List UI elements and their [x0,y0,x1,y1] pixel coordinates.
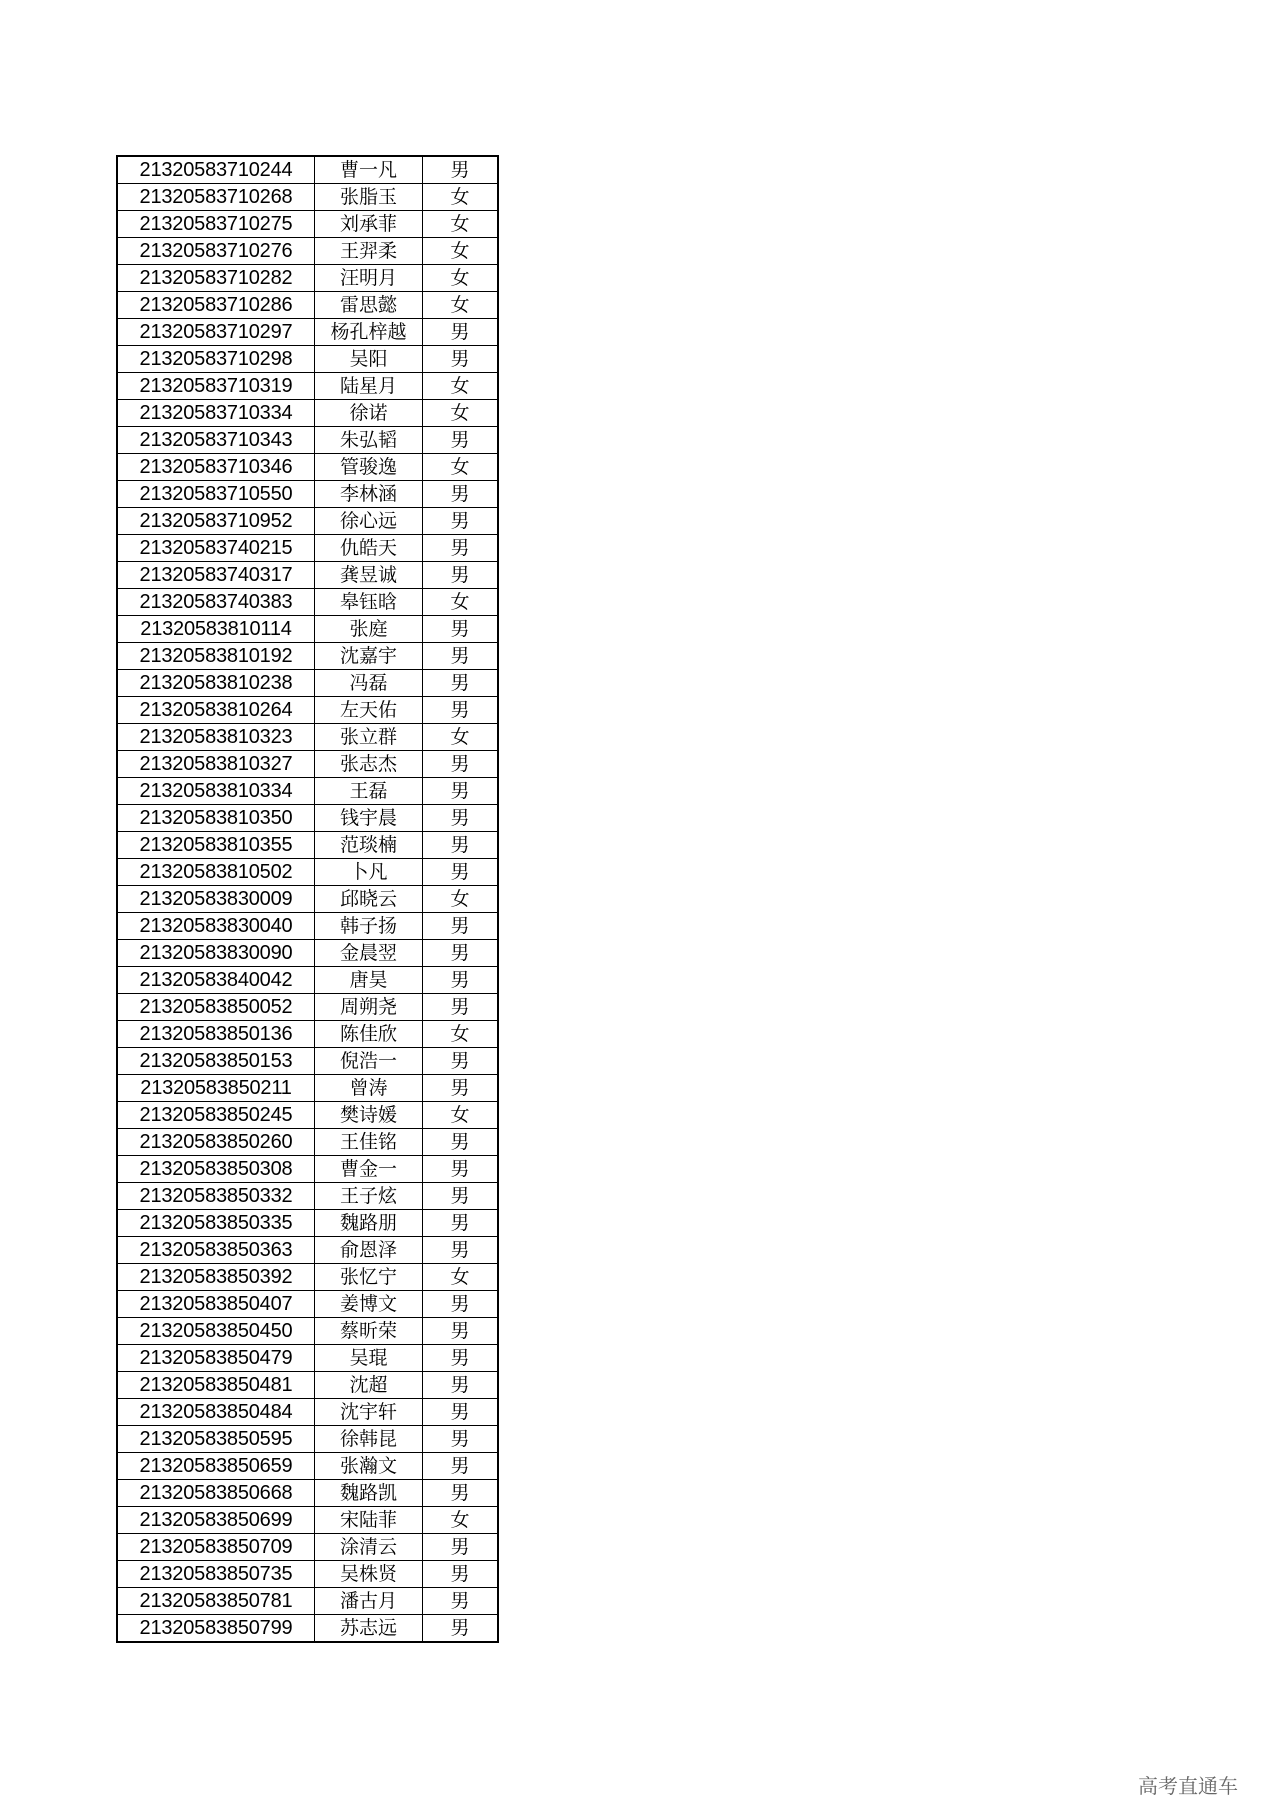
table-row [117,1102,498,1129]
exam-number-cell: 21320583810238 [117,670,315,697]
gender-cell: 男 [423,805,499,832]
exam-number-cell: 21320583810502 [117,859,315,886]
exam-number-cell: 21320583710244 [117,156,315,184]
student-name-cell: 倪浩一 [315,1048,423,1075]
exam-number-cell: 21320583710276 [117,238,315,265]
exam-number-cell: 21320583850781 [117,1588,315,1615]
exam-number-cell: 21320583850735 [117,1561,315,1588]
gender-cell: 男 [423,508,499,535]
table-row [117,1372,498,1399]
student-name-cell: 魏路朋 [315,1210,423,1237]
table-row [117,1534,498,1561]
gender-cell: 男 [423,156,499,184]
exam-number-cell: 21320583810192 [117,643,315,670]
table-row [117,238,498,265]
student-name-cell: 汪明月 [315,265,423,292]
student-name-cell: 张忆宁 [315,1264,423,1291]
table-row [117,1237,498,1264]
student-name-cell: 杨孔梓越 [315,319,423,346]
gender-cell: 男 [423,1426,499,1453]
student-name-cell: 沈嘉宇 [315,643,423,670]
gender-cell: 男 [423,1345,499,1372]
table-row [117,292,498,319]
gender-cell: 男 [423,1129,499,1156]
student-name-cell: 雷思懿 [315,292,423,319]
student-name-cell: 范琰楠 [315,832,423,859]
student-name-cell: 俞恩泽 [315,1237,423,1264]
gender-cell: 女 [423,724,499,751]
student-name-cell: 李林涵 [315,481,423,508]
student-name-cell: 徐韩昆 [315,1426,423,1453]
exam-number-cell: 21320583710550 [117,481,315,508]
student-name-cell: 周朔尧 [315,994,423,1021]
exam-number-cell: 21320583810350 [117,805,315,832]
student-name-cell: 吴阳 [315,346,423,373]
table-row [117,940,498,967]
gender-cell: 男 [423,1048,499,1075]
exam-number-cell: 21320583840042 [117,967,315,994]
table-row [117,346,498,373]
student-name-cell: 王羿柔 [315,238,423,265]
exam-number-cell: 21320583830090 [117,940,315,967]
table-row [117,1021,498,1048]
student-name-cell: 金晨翌 [315,940,423,967]
student-name-cell: 刘承菲 [315,211,423,238]
table-row [117,1561,498,1588]
gender-cell: 男 [423,994,499,1021]
exam-number-cell: 21320583850332 [117,1183,315,1210]
table-row [117,697,498,724]
exam-number-cell: 21320583850484 [117,1399,315,1426]
gender-cell: 男 [423,859,499,886]
exam-number-cell: 21320583850595 [117,1426,315,1453]
student-name-cell: 沈超 [315,1372,423,1399]
gender-cell: 女 [423,238,499,265]
exam-number-cell: 21320583810114 [117,616,315,643]
table-row [117,1453,498,1480]
table-row [117,1507,498,1534]
exam-number-cell: 21320583710297 [117,319,315,346]
watermark: 高考直通车 [1138,1774,1238,1798]
table-row [117,1426,498,1453]
table-row [117,1588,498,1615]
gender-cell: 男 [423,751,499,778]
gender-cell: 男 [423,778,499,805]
student-name-cell: 樊诗媛 [315,1102,423,1129]
student-table-body [117,156,498,1642]
table-row [117,832,498,859]
table-row [117,1183,498,1210]
gender-cell: 女 [423,1102,499,1129]
gender-cell: 女 [423,886,499,913]
table-row [117,454,498,481]
student-name-cell: 仇皓天 [315,535,423,562]
gender-cell: 男 [423,940,499,967]
table-row [117,373,498,400]
gender-cell: 女 [423,265,499,292]
table-row [117,427,498,454]
table-row [117,994,498,1021]
exam-number-cell: 21320583850659 [117,1453,315,1480]
table-row [117,643,498,670]
student-name-cell: 龚昱诚 [315,562,423,589]
gender-cell: 男 [423,1615,499,1643]
exam-number-cell: 21320583850407 [117,1291,315,1318]
student-name-cell: 吴琨 [315,1345,423,1372]
table-row [117,481,498,508]
gender-cell: 男 [423,1318,499,1345]
table-row [117,616,498,643]
gender-cell: 女 [423,400,499,427]
gender-cell: 女 [423,1021,499,1048]
student-name-cell: 冯磊 [315,670,423,697]
gender-cell: 男 [423,616,499,643]
table-row [117,400,498,427]
table-row [117,211,498,238]
student-name-cell: 王子炫 [315,1183,423,1210]
gender-cell: 男 [423,967,499,994]
exam-number-cell: 21320583710952 [117,508,315,535]
gender-cell: 男 [423,1075,499,1102]
gender-cell: 男 [423,1237,499,1264]
student-name-cell: 唐昊 [315,967,423,994]
gender-cell: 男 [423,346,499,373]
table-row [117,1264,498,1291]
exam-number-cell: 21320583850363 [117,1237,315,1264]
gender-cell: 男 [423,1183,499,1210]
gender-cell: 男 [423,1156,499,1183]
gender-cell: 女 [423,373,499,400]
gender-cell: 男 [423,1291,499,1318]
table-row [117,535,498,562]
gender-cell: 男 [423,535,499,562]
exam-number-cell: 21320583850699 [117,1507,315,1534]
gender-cell: 女 [423,454,499,481]
student-name-cell: 王磊 [315,778,423,805]
exam-number-cell: 21320583810334 [117,778,315,805]
student-name-cell: 姜博文 [315,1291,423,1318]
exam-number-cell: 21320583810323 [117,724,315,751]
student-name-cell: 曹一凡 [315,156,423,184]
student-name-cell: 张庭 [315,616,423,643]
table-row [117,751,498,778]
student-name-cell: 沈宇轩 [315,1399,423,1426]
student-name-cell: 曾涛 [315,1075,423,1102]
gender-cell: 女 [423,211,499,238]
gender-cell: 男 [423,1453,499,1480]
student-name-cell: 王佳铭 [315,1129,423,1156]
exam-number-cell: 21320583710334 [117,400,315,427]
student-name-cell: 管骏逸 [315,454,423,481]
exam-number-cell: 21320583850392 [117,1264,315,1291]
gender-cell: 男 [423,1399,499,1426]
student-name-cell: 蔡昕荣 [315,1318,423,1345]
student-name-cell: 陆星月 [315,373,423,400]
exam-number-cell: 21320583810327 [117,751,315,778]
student-name-cell: 钱宇晨 [315,805,423,832]
gender-cell: 男 [423,670,499,697]
gender-cell: 男 [423,427,499,454]
exam-number-cell: 21320583850153 [117,1048,315,1075]
exam-number-cell: 21320583850479 [117,1345,315,1372]
table-row [117,967,498,994]
gender-cell: 男 [423,1588,499,1615]
gender-cell: 男 [423,913,499,940]
table-row [117,670,498,697]
gender-cell: 女 [423,1507,499,1534]
table-row [117,589,498,616]
gender-cell: 女 [423,589,499,616]
exam-number-cell: 21320583850668 [117,1480,315,1507]
gender-cell: 男 [423,697,499,724]
exam-number-cell: 21320583710268 [117,184,315,211]
table-row [117,508,498,535]
exam-number-cell: 21320583830009 [117,886,315,913]
student-name-cell: 徐诺 [315,400,423,427]
student-name-cell: 陈佳欣 [315,1021,423,1048]
table-row [117,1480,498,1507]
table-row [117,778,498,805]
table-row [117,805,498,832]
table-row [117,886,498,913]
table-row [117,1345,498,1372]
exam-number-cell: 21320583850260 [117,1129,315,1156]
student-name-cell: 宋陆菲 [315,1507,423,1534]
exam-number-cell: 21320583850211 [117,1075,315,1102]
exam-number-cell: 21320583740317 [117,562,315,589]
gender-cell: 男 [423,1210,499,1237]
table-row [117,1615,498,1643]
table-row [117,1129,498,1156]
exam-number-cell: 21320583810355 [117,832,315,859]
gender-cell: 女 [423,292,499,319]
table-row [117,1075,498,1102]
student-name-cell: 邱晓云 [315,886,423,913]
gender-cell: 男 [423,643,499,670]
gender-cell: 女 [423,1264,499,1291]
exam-number-cell: 21320583810264 [117,697,315,724]
student-name-cell: 张瀚文 [315,1453,423,1480]
table-row [117,1318,498,1345]
student-name-cell: 苏志远 [315,1615,423,1643]
exam-number-cell: 21320583710286 [117,292,315,319]
table-row [117,859,498,886]
gender-cell: 男 [423,832,499,859]
exam-number-cell: 21320583850308 [117,1156,315,1183]
table-row [117,1210,498,1237]
student-name-cell: 韩子扬 [315,913,423,940]
exam-number-cell: 21320583710343 [117,427,315,454]
gender-cell: 男 [423,1534,499,1561]
table-row [117,562,498,589]
exam-number-cell: 21320583710319 [117,373,315,400]
exam-number-cell: 21320583740215 [117,535,315,562]
table-row [117,319,498,346]
exam-number-cell: 21320583850335 [117,1210,315,1237]
table-row [117,184,498,211]
student-name-cell: 徐心远 [315,508,423,535]
exam-number-cell: 21320583850799 [117,1615,315,1643]
exam-number-cell: 21320583850481 [117,1372,315,1399]
student-name-cell: 潘古月 [315,1588,423,1615]
exam-number-cell: 21320583740383 [117,589,315,616]
student-name-cell: 皋钰晗 [315,589,423,616]
table-row [117,913,498,940]
gender-cell: 男 [423,1480,499,1507]
table-row [117,156,498,184]
student-name-cell: 曹金一 [315,1156,423,1183]
table-row [117,1291,498,1318]
student-name-cell: 朱弘韬 [315,427,423,454]
exam-number-cell: 21320583710298 [117,346,315,373]
gender-cell: 男 [423,319,499,346]
exam-number-cell: 21320583850450 [117,1318,315,1345]
exam-number-cell: 21320583710346 [117,454,315,481]
student-name-cell: 左天佑 [315,697,423,724]
student-name-cell: 张脂玉 [315,184,423,211]
table-row [117,1156,498,1183]
gender-cell: 男 [423,1561,499,1588]
student-name-cell: 涂清云 [315,1534,423,1561]
gender-cell: 男 [423,481,499,508]
gender-cell: 男 [423,562,499,589]
exam-number-cell: 21320583850052 [117,994,315,1021]
student-name-cell: 张志杰 [315,751,423,778]
student-name-cell: 吴株贤 [315,1561,423,1588]
exam-number-cell: 21320583710282 [117,265,315,292]
exam-number-cell: 21320583710275 [117,211,315,238]
student-name-cell: 魏路凯 [315,1480,423,1507]
table-row [117,1399,498,1426]
gender-cell: 女 [423,184,499,211]
exam-number-cell: 21320583830040 [117,913,315,940]
gender-cell: 男 [423,1372,499,1399]
exam-number-cell: 21320583850245 [117,1102,315,1129]
exam-number-cell: 21320583850709 [117,1534,315,1561]
student-name-cell: 张立群 [315,724,423,751]
table-row [117,1048,498,1075]
table-row [117,724,498,751]
student-name-cell: 卜凡 [315,859,423,886]
exam-number-cell: 21320583850136 [117,1021,315,1048]
student-table [116,155,499,1643]
table-row [117,265,498,292]
